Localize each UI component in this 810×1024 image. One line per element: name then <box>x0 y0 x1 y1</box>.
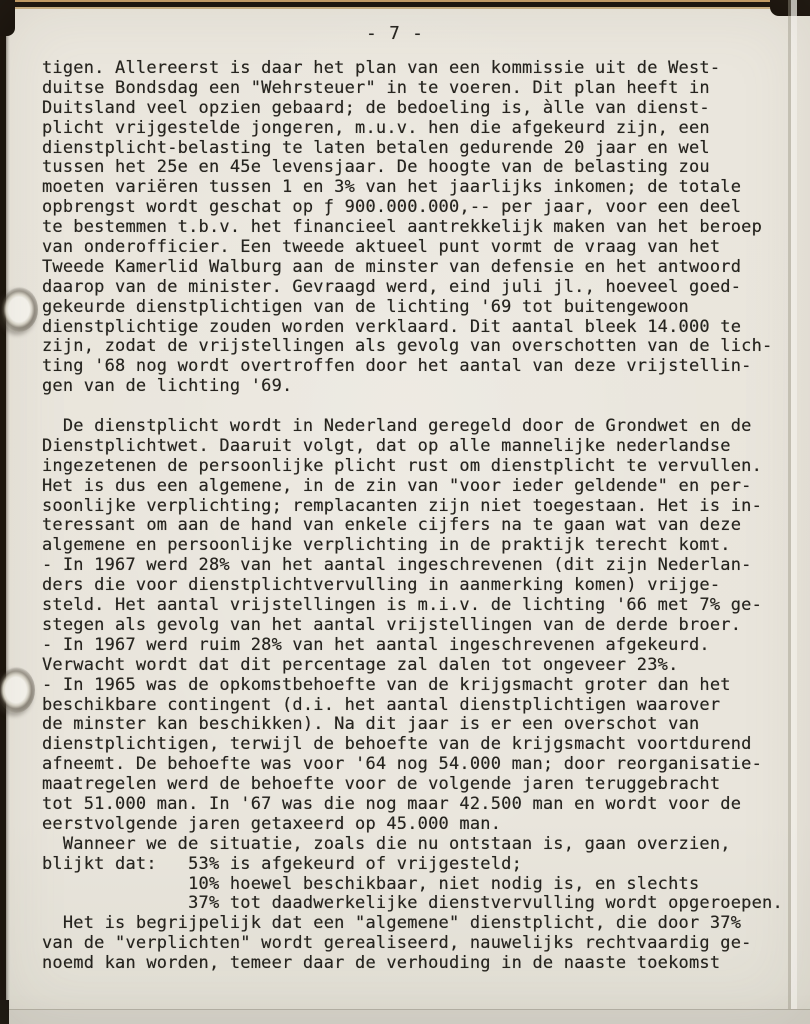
text-line: Dienstplichtwet. Daaruit volgt, dat op alle mannelijke nederlandse <box>42 435 731 456</box>
text-line: de minster kan beschikken). Na dit jaar is er een overschot van <box>42 714 700 735</box>
text-line: moeten variëren tussen 1 en 3% van het jaarlijks inkomen; de totale <box>42 177 742 198</box>
text-line: ingezetenen de persoonlijke plicht rust om dienstplicht te vervullen. <box>42 455 763 476</box>
text-line: algemene en persoonlijke verplichting in de praktijk terecht komt. <box>42 535 731 556</box>
text-line: opbrengst wordt geschat op ƒ 900.000.000,-- per jaar, voor een deel <box>42 197 742 218</box>
text-line: tigen. Allereerst is daar het plan van een kommissie uit de West- <box>42 58 721 78</box>
punch-hole-bottom <box>0 667 35 713</box>
text-line: van de "verplichten" wordt gerealiseerd, nauwelijks rechtvaardig ge- <box>42 933 752 954</box>
text-line: daarop van de minister. Gevraagd werd, eind juli jl., hoeveel goed- <box>42 276 742 297</box>
text-line: - In 1967 werd 28% van het aantal ingeschrevenen (dit zijn Nederlan- <box>42 555 752 576</box>
text-line: dienstplicht-belasting te laten betalen gedurende 20 jaar en wel <box>42 137 710 158</box>
text-line: Duitsland veel opzien gebaard; de bedoeling is, àlle van dienst- <box>42 97 710 118</box>
text-line: plicht vrijgestelde jongeren, m.u.v. hen die afgekeurd zijn, een <box>42 117 710 138</box>
text-line: stegen als gevolg van het aantal vrijstellingen van de derde broer. <box>42 614 742 635</box>
text-line: duitse Bondsdag een "Wehrsteuer" in te voeren. Dit plan heeft in <box>42 77 710 98</box>
page-right-edge-shadow <box>788 0 791 1010</box>
text-line: dienstplichtige zouden worden verklaard. Dit aantal bleek 14.000 te <box>42 316 742 337</box>
text-line: beschikbare contingent (d.i. het aantal dienstplichtigen waarover <box>42 694 721 715</box>
text-line: - In 1967 werd ruim 28% van het aantal ingeschrevenen afgekeurd. <box>42 634 710 655</box>
text-line: Het is begrijpelijk dat een "algemene" dienstplicht, die door 37% <box>42 913 742 934</box>
text-line: afneemt. De behoefte was voor '64 nog 54.000 man; door reorganisatie- <box>42 754 763 775</box>
page-top-edge <box>0 0 810 9</box>
text-line: 10% hoewel beschikbaar, niet nodig is, en slechts <box>42 873 700 894</box>
text-line: zijn, zodat de vrijstellingen als gevolg van overschotten van de lich- <box>42 336 773 357</box>
text-line: dienstplichtigen, terwijl de behoefte van de krijgsmacht voortdurend <box>42 734 752 755</box>
text-line: noemd kan worden, temeer daar de verhouding in de naaste toekomst <box>42 953 721 974</box>
text-line: Verwacht wordt dat dit percentage zal dalen tot ongeveer 23%. <box>42 654 679 675</box>
text-line: teressant om aan de hand van enkele cijfers na te gaan wat van deze <box>42 515 742 536</box>
text-line <box>42 397 787 417</box>
page-bottom-left-corner <box>0 1000 9 1024</box>
page-number: - 7 - <box>366 24 424 44</box>
text-line: Wanneer we de situatie, zoals die nu ontstaan is, gaan overzien, <box>42 833 731 854</box>
text-line: 37% tot daadwerkelijke dienstvervulling wordt opgeroepen. <box>42 893 783 914</box>
text-line: eerstvolgende jaren getaxeerd op 45.000 man. <box>42 813 502 834</box>
text-line: gekeurde dienstplichtigen van de lichting '69 tot buitengewoon <box>42 296 689 317</box>
text-line: - In 1965 was de opkomstbehoefte van de krijgsmacht groter dan het <box>42 674 731 695</box>
text-line: blijkt dat: 53% is afgekeurd of vrijgesteld; <box>42 853 523 874</box>
text-line: ting '68 nog wordt overtroffen door het aantal van deze vrijstellin- <box>42 356 752 377</box>
text-line: De dienstplicht wordt in Nederland geregeld door de Grondwet en de <box>42 416 752 437</box>
page-bottom-edge <box>0 1009 810 1024</box>
text-line: tot 51.000 man. In '67 was die nog maar 42.500 man en wordt voor de <box>42 793 742 814</box>
text-line: soonlijke verplichting; remplacanten zijn niet toegestaan. Het is in- <box>42 495 763 516</box>
text-line: steld. Het aantal vrijstellingen is m.i.v. de lichting '66 met 7% ge- <box>42 595 763 616</box>
text-line: van onderofficier. Een tweede aktueel punt vormt de vraag van het <box>42 237 721 258</box>
text-line: ders die voor dienstplichtvervulling in aanmerking komen) vrijge- <box>42 575 721 596</box>
text-line: tussen het 25e en 45e levensjaar. De hoogte van de belasting zou <box>42 157 710 178</box>
text-line: Tweede Kamerlid Walburg aan de minster van defensie en het antwoord <box>42 256 742 277</box>
text-line: Het is dus een algemene, in de zin van "voor ieder geldende" en per- <box>42 475 752 496</box>
text-line: gen van de lichting '69. <box>42 376 293 397</box>
typewritten-text <box>42 59 787 974</box>
text-line: maatregelen werd de behoefte voor de volgende jaren teruggebracht <box>42 774 721 795</box>
punch-hole-top <box>0 287 38 332</box>
page-right-edge-highlight <box>791 0 797 1010</box>
page-left-edge <box>0 4 10 1016</box>
text-line: te bestemmen t.b.v. het financieel aantrekkelijk maken van het beroep <box>42 217 763 238</box>
